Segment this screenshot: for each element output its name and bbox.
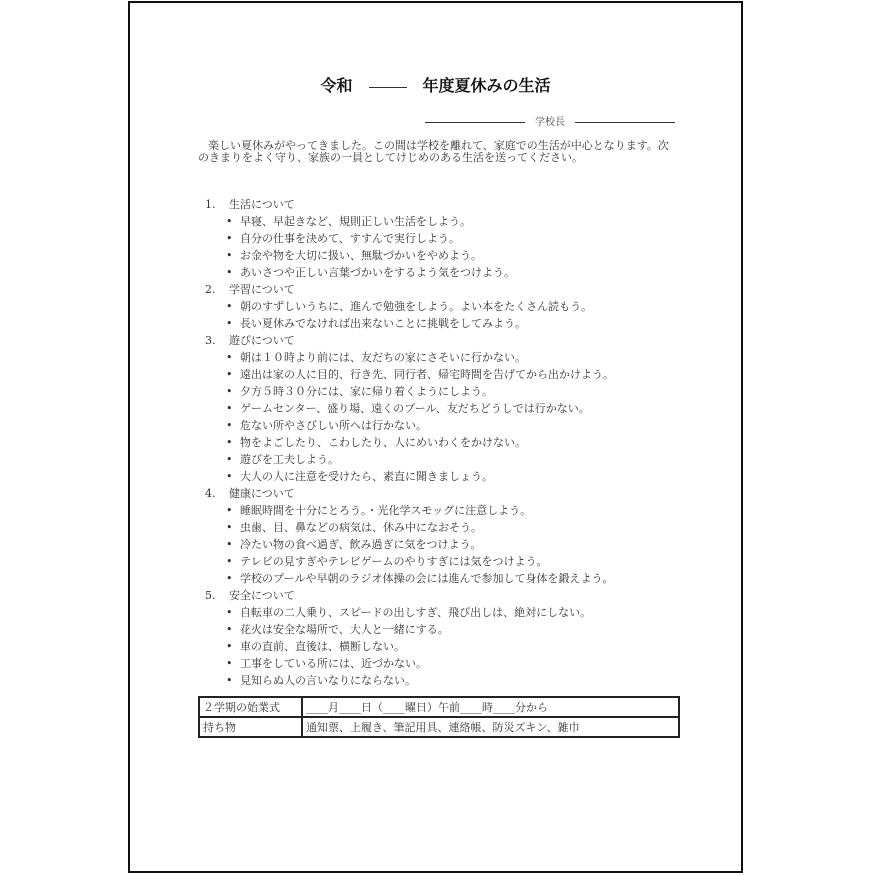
bullet-icon: • (226, 453, 233, 466)
section-heading (205, 587, 675, 604)
list-item (205, 621, 675, 638)
list-item-text: 夕方５時３０分には、家に帰り着くようにしよう。 (240, 385, 493, 398)
bullet-icon: • (226, 249, 233, 262)
table-value: ____月____日（____曜日）午前____時____分から (302, 697, 679, 717)
bullet-icon: • (226, 215, 233, 228)
list-item-text: 長い夏休みでなければ出来ないことに挑戦をしてみよう。 (240, 317, 526, 330)
principal-signature (425, 113, 675, 128)
table-row (199, 717, 679, 737)
list-item (205, 417, 675, 434)
bullet-icon: • (226, 419, 233, 432)
list-item-text: 自転車の二人乗り、スピードの出しすぎ、飛び出しは、絶対にしない。 (240, 606, 592, 619)
document-page (128, 1, 743, 873)
list-item (205, 247, 675, 264)
bullet-icon: • (226, 385, 233, 398)
list-item (205, 553, 675, 570)
bullet-icon: • (226, 232, 233, 245)
section-title: 遊びについて (229, 334, 295, 347)
section-title: 学習について (229, 283, 295, 296)
list-item-text: 花火は安全な場所で、大人と一緒にする。 (240, 623, 449, 636)
list-item-text: テレビの見すぎやテレビゲームのやりすぎには気をつけよう。 (240, 555, 548, 568)
principal-name-blank (575, 122, 675, 123)
bullet-icon: • (226, 555, 233, 568)
list-item-text: 車の直前、直後は、横断しない。 (240, 640, 405, 653)
list-item (205, 298, 675, 315)
section-number: 3. (205, 334, 216, 347)
list-item (205, 672, 675, 689)
list-item (205, 349, 675, 366)
list-item (205, 434, 675, 451)
list-item-text: 遠出は家の人に目的、行き先、同行者、帰宅時間を告げてから出かけよう。 (240, 368, 614, 381)
school-name-blank (425, 122, 525, 123)
section-number: 5. (205, 589, 216, 602)
list-item-text: 睡眠時間を十分にとろう。・光化学スモッグに注意しよう。 (240, 504, 532, 517)
table-row (199, 697, 679, 717)
list-item-text: 虫歯、目、鼻などの病気は、休み中になおそう。 (240, 521, 482, 534)
table-label: 持ち物 (199, 717, 302, 737)
list-item-text: 自分の仕事を決めて、すすんで実行しよう。 (240, 232, 460, 245)
list-item (205, 264, 675, 281)
year-blank (369, 87, 407, 88)
principal-label: 学校長 (535, 117, 565, 128)
list-item-text: 見知らぬ人の言いなりにならない。 (240, 674, 416, 687)
bullet-icon: • (226, 266, 233, 279)
list-item-text: 朝のすずしいうちに、進んで勉強をしよう。よい本をたくさん読もう。 (240, 300, 593, 313)
bullet-icon: • (226, 470, 233, 483)
list-item-text: 大人の人に注意を受けたら、素直に聞きましょう。 (240, 470, 493, 483)
list-item (205, 519, 675, 536)
info-table (198, 696, 680, 738)
list-item (205, 570, 675, 587)
list-item-text: あいさつや正しい言葉づかいをするよう気をつけよう。 (240, 266, 515, 279)
list-item (205, 383, 675, 400)
list-item-text: ゲームセンター、盛り場、遠くのプール、友だちどうしでは行かない。 (240, 402, 590, 415)
list-item-text: 学校のプールや早朝のラジオ体操の会には進んで参加して身体を鍛えよう。 (240, 572, 614, 585)
list-item (205, 451, 675, 468)
list-item (205, 400, 675, 417)
bullet-icon: • (226, 436, 233, 449)
section-heading (205, 332, 675, 349)
intro-paragraph: 楽しい夏休みがやってきました。この間は学校を離れて、家庭での生活が中心となります。次のきまりをよく守り、家族の一員としてけじめのある生活を送ってください。 (198, 139, 669, 164)
list-item-text: お金や物を大切に扱い、無駄づかいをやめよう。 (240, 249, 482, 262)
section-title: 生活について (229, 198, 295, 211)
section-heading (205, 196, 675, 213)
list-item (205, 213, 675, 230)
list-item (205, 638, 675, 655)
title-text: 年度夏休みの生活 (422, 76, 551, 95)
list-item-text: 工事をしている所には、近づかない。 (240, 657, 427, 670)
bullet-icon: • (226, 657, 233, 670)
list-item-text: 物をよごしたり、こわしたり、人にめいわくをかけない。 (240, 436, 526, 449)
bullet-icon: • (226, 300, 233, 313)
section-number: 4. (205, 487, 216, 500)
page-title (130, 73, 741, 96)
bullet-icon: • (226, 521, 233, 534)
rules-list (205, 196, 675, 689)
bullet-icon: • (226, 674, 233, 687)
list-item-text: 早寝、早起きなど、規則正しい生活をしよう。 (240, 215, 471, 228)
section-number: 1. (205, 198, 216, 211)
table-label: ２学期の始業式 (199, 697, 302, 717)
bullet-icon: • (226, 640, 233, 653)
list-item-text: 危ない所やさびしい所へは行かない。 (240, 419, 427, 432)
bullet-icon: • (226, 317, 233, 330)
section-number: 2. (205, 283, 216, 296)
list-item (205, 536, 675, 553)
section-heading (205, 281, 675, 298)
bullet-icon: • (226, 606, 233, 619)
list-item (205, 468, 675, 485)
bullet-icon: • (226, 623, 233, 636)
section-heading (205, 485, 675, 502)
title-era: 令和 (320, 76, 353, 95)
bullet-icon: • (226, 402, 233, 415)
bullet-icon: • (226, 351, 233, 364)
section-title: 安全について (229, 589, 295, 602)
bullet-icon: • (226, 504, 233, 517)
list-item (205, 230, 675, 247)
list-item-text: 冷たい物の食べ過ぎ、飲み過ぎに気をつけよう。 (240, 538, 482, 551)
list-item-text: 朝は１０時より前には、友だちの家にさそいに行かない。 (240, 351, 526, 364)
list-item-text: 遊びを工夫しよう。 (240, 453, 339, 466)
bullet-icon: • (226, 538, 233, 551)
bullet-icon: • (226, 572, 233, 585)
bullet-icon: • (226, 368, 233, 381)
table-value: 通知票、上履き、筆記用具、連絡帳、防災ズキン、雑巾 (302, 717, 679, 737)
list-item (205, 315, 675, 332)
list-item (205, 502, 675, 519)
list-item (205, 604, 675, 621)
section-title: 健康について (229, 487, 295, 500)
list-item (205, 366, 675, 383)
list-item (205, 655, 675, 672)
